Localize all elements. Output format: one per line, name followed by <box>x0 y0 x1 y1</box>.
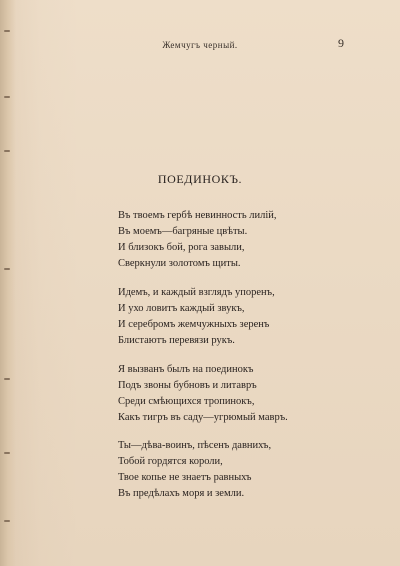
poem-line: И серебромъ жемчужныхъ зеренъ <box>118 319 270 330</box>
stanza-2 <box>118 285 275 349</box>
poem-line: Я вызванъ былъ на поединокъ <box>118 364 254 375</box>
stitch-mark <box>4 268 10 270</box>
stitch-mark <box>4 378 10 380</box>
poem-line: И близокъ бой, рога завыли, <box>118 242 245 253</box>
running-head: Жемчугъ черный. <box>162 40 238 50</box>
poem-line: Сверкнули золотомъ щиты. <box>118 258 241 269</box>
stitch-mark <box>4 96 10 98</box>
stanza-3 <box>118 362 288 426</box>
poem-line: И ухо ловитъ каждый звукъ, <box>118 303 245 314</box>
stitch-mark <box>4 150 10 152</box>
stanza-1 <box>118 208 277 272</box>
stitch-mark <box>4 452 10 454</box>
poem-line: Среди смѣющихся тропинокъ, <box>118 396 255 407</box>
poem-line: Твое копье не знаетъ равныхъ <box>118 472 252 483</box>
poem-line: Какъ тигръ въ саду—угрюмый мавръ. <box>118 412 288 423</box>
stitch-mark <box>4 30 10 32</box>
poem-title: ПОЕДИНОКЪ. <box>157 172 243 186</box>
poem-line: Ты—дѣва-воинъ, пѣсенъ давнихъ, <box>118 440 272 451</box>
poem-line: Идемъ, и каждый взглядъ упоренъ, <box>118 287 275 298</box>
poem-line: Подъ звоны бубновъ и литавръ <box>118 380 257 391</box>
page-binding-edge <box>0 0 16 566</box>
stanza-4 <box>118 438 271 502</box>
poem-line: Блистаютъ перевязи рукъ. <box>118 335 235 346</box>
poem-line: Въ твоемъ гербѣ невинность лилій, <box>118 210 277 221</box>
page-number: 9 <box>338 36 344 50</box>
poem-line: Въ моемъ—багряные цвѣты. <box>118 226 248 237</box>
poem-line: Тобой гордятся короли, <box>118 456 223 467</box>
stitch-mark <box>4 520 10 522</box>
poem-line: Въ предѣлахъ моря и земли. <box>118 488 245 499</box>
